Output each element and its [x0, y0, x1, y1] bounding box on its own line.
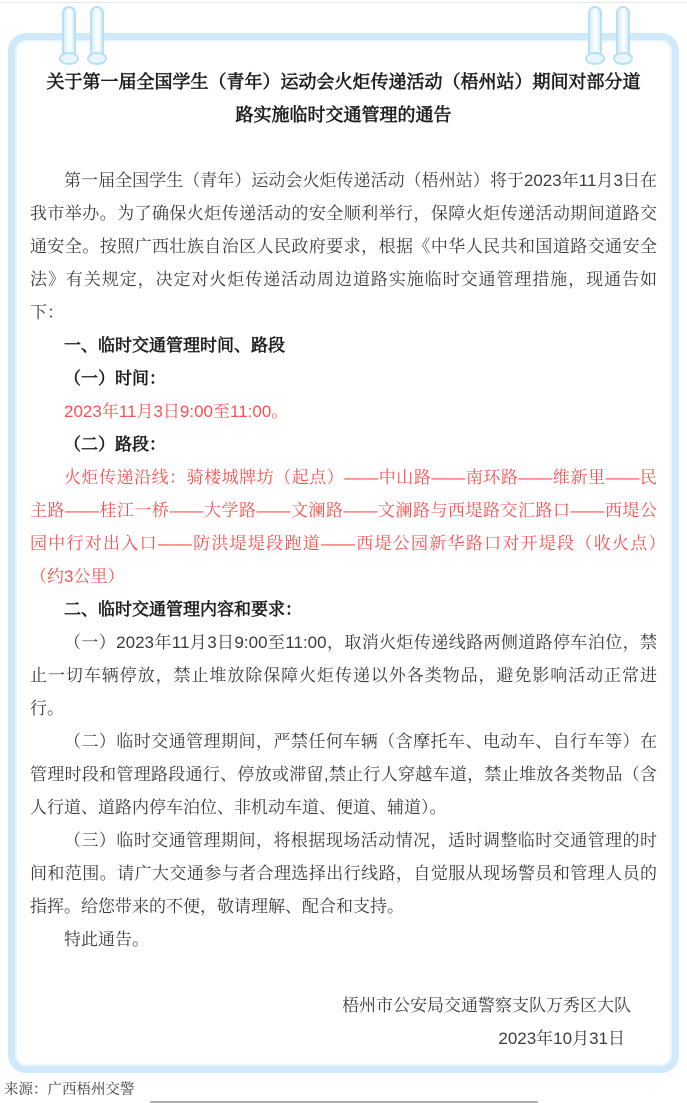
notice-card [8, 33, 679, 1073]
binder-pin-icon [62, 6, 76, 62]
top-hairline-divider [0, 2, 687, 3]
notice-title: 关于第一届全国学生（青年）运动会火炬传递活动（梧州站）期间对部分道路实施临时交通管理的通告 [46, 72, 641, 125]
section1-road-label: （二）路段： [64, 435, 166, 454]
notice-body [15, 40, 672, 1055]
torch-relay-route: 火炬传递沿线：骑楼城牌坊（起点）——中山路——南环路——维新里——民主路——桂江一桥——大学路——文澜路——文澜路与西堤路交汇路口——西堤公园中行对出入口——防洪堤堤段跑道——西堤公园新华路口对开堤段（收火点） （约3公里） [30, 468, 674, 586]
signature-date: 2023年10月31日 [498, 1029, 625, 1048]
section1-time-label: （一）时间： [64, 369, 166, 388]
binder-pin-icon [616, 6, 630, 62]
section1-time-value: 2023年11月3日9:00至11:00。 [64, 402, 289, 421]
section2-item-3: （三）临时交通管理期间，将根据现场活动情况，适时调整临时交通管理的时间和范围。请广大交通参与者合理选择出行线路，自觉服从现场警员和管理人员的指挥。给您带来的不便，敬请理解、配合和支持。 [30, 831, 657, 916]
signature-block [30, 989, 657, 1055]
section1-heading: 一、临时交通管理时间、路段 [64, 336, 285, 355]
binder-pin-icon [588, 6, 602, 62]
section2-item-2: （二）临时交通管理期间，严禁任何车辆（含摩托车、电动车、自行车等）在管理时段和管理路段通行、停放或滞留,禁止行人穿越车道，禁止堆放各类物品（含人行道、道路内停车泊位、非机动车道、便道、辅道）。 [30, 732, 657, 817]
notice-closing: 特此通告。 [64, 930, 149, 949]
section2-heading: 二、临时交通管理内容和要求： [64, 600, 302, 619]
signature-issuer: 梧州市公安局交通警察支队万秀区大队 [342, 996, 631, 1015]
section2-item-1: （一）2023年11月3日9:00至11:00，取消火炬传递线路两侧道路停车泊位，禁止一切车辆停放，禁止堆放除保障火炬传递以外各类物品，避免影响活动正常进行。 [30, 633, 657, 718]
notice-intro-paragraph: 第一届全国学生（青年）运动会火炬传递活动（梧州站）将于2023年11月3日在我市举办。为了确保火炬传递活动的安全顺利举行，保障火炬传递活动期间道路交通安全。按照广西壮族自治区人民政府要求，根据《中华人民共和国道路交通安全法》有关规定，决定对火炬传递活动周边道路实施临时交通管理措施，现通告如下： [30, 171, 657, 322]
binder-pin-icon [90, 6, 104, 62]
article-source-label: 来源：广西梧州交警 [4, 1082, 135, 1098]
